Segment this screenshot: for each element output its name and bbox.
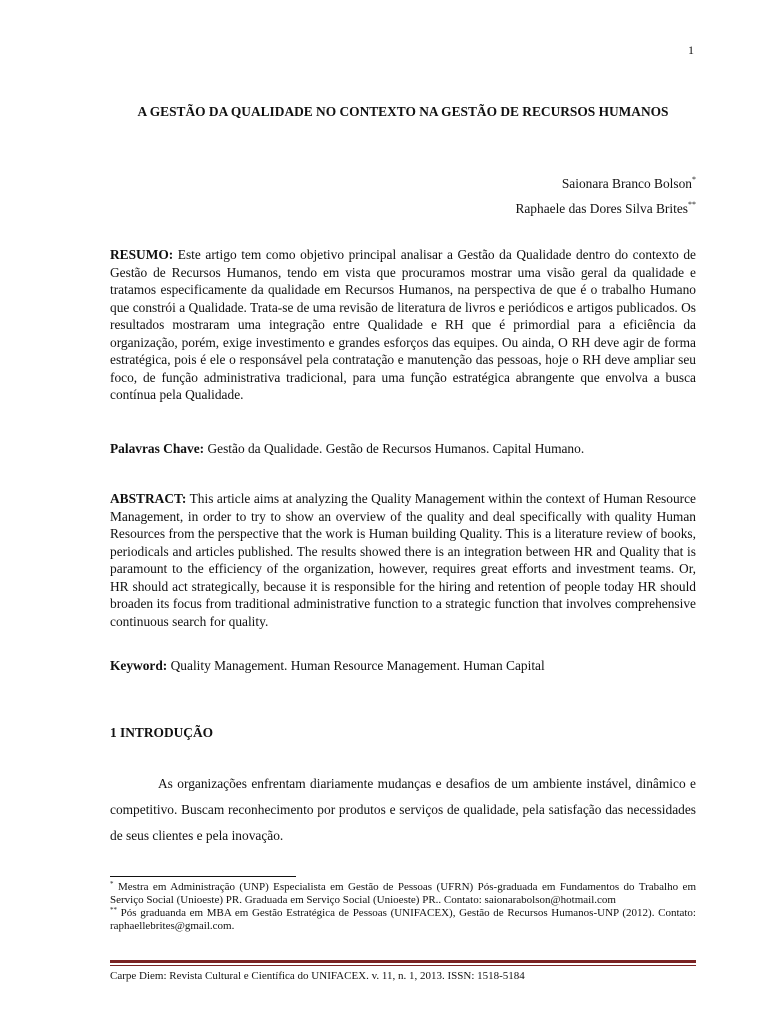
author-2 bbox=[515, 201, 696, 217]
resumo-paragraph bbox=[110, 246, 696, 404]
keyword-text: Quality Management. Human Resource Management. Human Capital bbox=[167, 658, 545, 673]
footnote-1-mark: * bbox=[110, 880, 114, 888]
footnote-divider bbox=[110, 876, 296, 877]
author-2-footnote-mark: ** bbox=[688, 200, 696, 209]
paper-title: A GESTÃO DA QUALIDADE NO CONTEXTO NA GESTÃO DE RECURSOS HUMANOS bbox=[137, 104, 669, 119]
author-1-footnote-mark: * bbox=[692, 175, 696, 184]
author-1 bbox=[562, 176, 696, 192]
author-2-name: Raphaele das Dores Silva Brites bbox=[515, 201, 688, 216]
abstract-label: ABSTRACT: bbox=[110, 491, 187, 506]
footer-rule-thin bbox=[110, 965, 696, 966]
keyword-paragraph bbox=[110, 657, 696, 675]
footnote-2-mark: ** bbox=[110, 906, 117, 914]
footnote-2-text: Pós graduanda em MBA em Gestão Estratégica de Pessoas (UNIFACEX), Gestão de Recursos Humanos-UNP (2012). Contato: raphaellebrites@gmail.com. bbox=[110, 907, 696, 932]
palavras-chave-label: Palavras Chave: bbox=[110, 441, 205, 456]
resumo-label: RESUMO: bbox=[110, 247, 174, 262]
palavras-chave bbox=[110, 440, 696, 458]
abstract-paragraph bbox=[110, 490, 696, 630]
palavras-chave-text: Gestão da Qualidade. Gestão de Recursos Humanos. Capital Humano. bbox=[204, 441, 585, 456]
footer-rule-thick bbox=[110, 960, 696, 963]
intro-paragraph: As organizações enfrentam diariamente mudanças e desafios de um ambiente instável, dinâmico e competitivo. Buscam reconhecimento por produtos e serviços de qualidade, pela satisfação das necessidades de seus clientes e pela inovação. bbox=[110, 776, 696, 843]
abstract-text: This article aims at analyzing the Quality Management within the context of Human Resource Management, in order to try to show an overview of the quality and deal specifically with quality Human Resources from the perspective that the work is Human building Quality. This is a literature review of books, periodicals and articles published. The results showed there is an integration between HR and Quality that is paramount to the efficiency of the organization, however, requires great efforts and investment teams. Or, HR should act strategically, because it is responsible for the hiring and retention of people today HR should broaden its focus from traditional administrative function to a strategic function that involves comprehensive continuous search for quality. bbox=[110, 491, 696, 629]
keyword-label: Keyword: bbox=[110, 658, 168, 673]
resumo-text: Este artigo tem como objetivo principal analisar a Gestão da Qualidade dentro do contexto de Gestão de Recursos Humanos, tendo em vista que procuramos mostrar uma visão geral da qualidade e tratamos especificamente da qualidade em Recursos Humanos, na perspectiva de que é o trabalho Humano que constrói a Qualidade. Trata-se de uma revisão de literatura de livros e periódicos e artigos publicados. Os resultados mostraram uma integração entre Qualidade e RH que é primordial para a eficiência da organização, porém, exige investimento e grandes esforços das equipes. Ou ainda, O RH deve agir de forma estratégica, pois é ele o responsável pela contratação e manutenção das pessoas, hoje o RH deve ampliar seu foco, de função administrativa tradicional, para uma função estratégica abrangente que envolva a busca contínua pela Qualidade. bbox=[110, 247, 696, 402]
page-number: 1 bbox=[688, 43, 694, 57]
author-1-name: Saionara Branco Bolson bbox=[561, 176, 692, 191]
section-heading: 1 INTRODUÇÃO bbox=[110, 725, 214, 740]
journal-footer: Carpe Diem: Revista Cultural e Científica do UNIFACEX. v. 11, n. 1, 2013. ISSN: 1518-5184 bbox=[110, 970, 525, 982]
footnotes bbox=[110, 881, 696, 933]
footnote-1-text: Mestra em Administração (UNP) Especialista em Gestão de Pessoas (UFRN) Pós-graduada em Fundamentos do Trabalho em Serviço Social (Unioeste) PR. Graduada em Serviço Social (Unioeste) PR.. Contato: saionarabolson@hotmail.com bbox=[110, 881, 696, 906]
